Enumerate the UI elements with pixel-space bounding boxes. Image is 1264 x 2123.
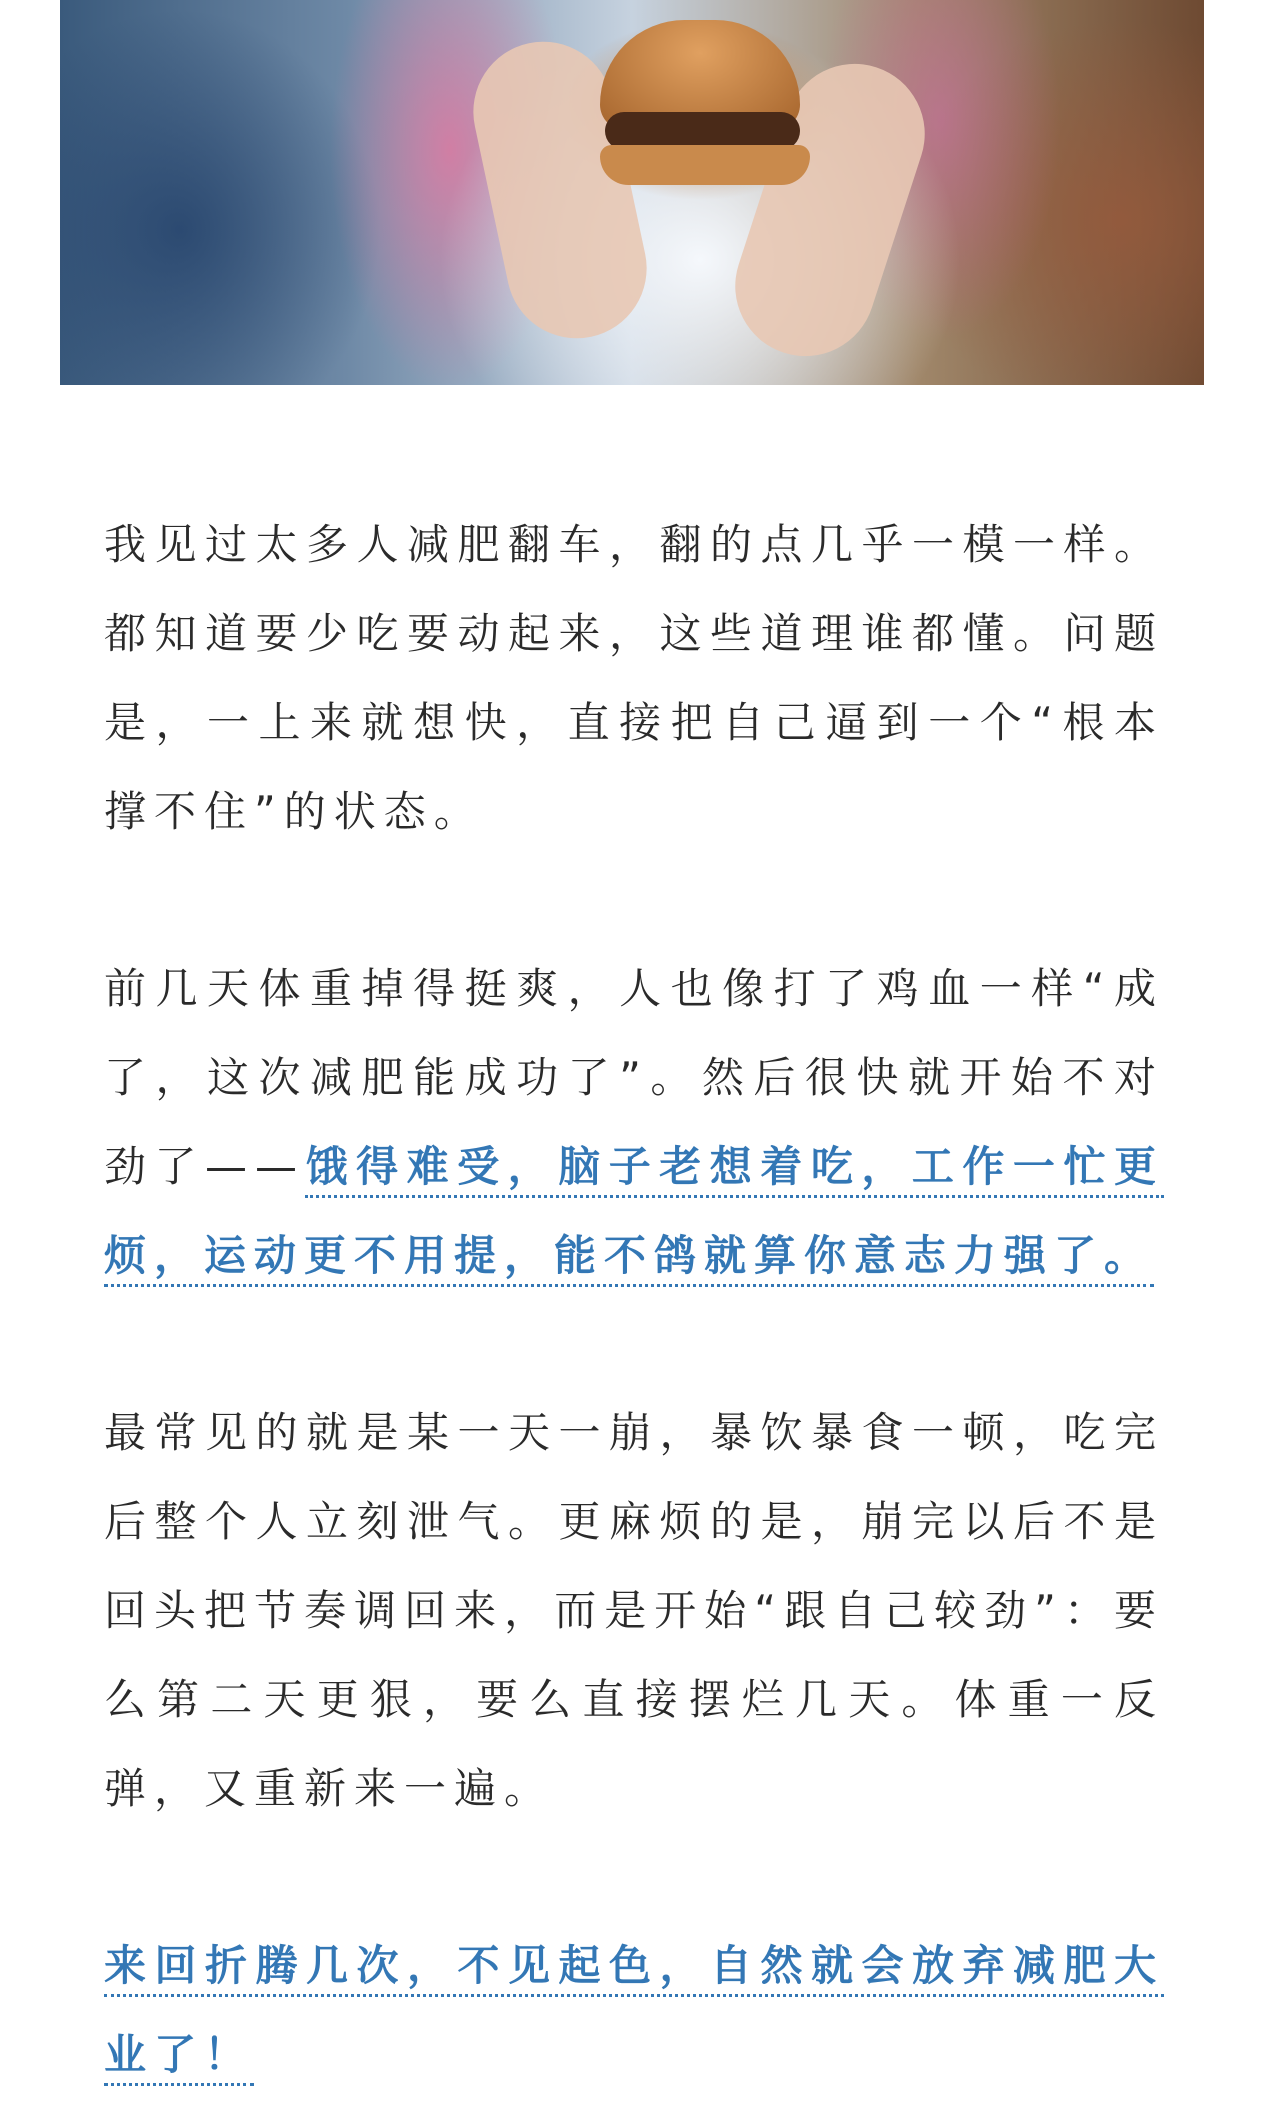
- paragraph-1: [104, 500, 1164, 856]
- article-body: [104, 500, 1164, 2099]
- paragraph-2-text: 前几天体重掉得挺爽，人也像打了鸡血一样“成了，这次减肥能成功了”。然后很快就开始不对劲了——: [104, 964, 1164, 1191]
- paragraph-4-highlight: 来回折腾几次，不见起色，自然就会放弃减肥大业了！: [104, 1941, 1164, 2086]
- paragraph-1-text: 我见过太多人减肥翻车，翻的点几乎一模一样。都知道要少吃要动起来，这些道理谁都懂。问题是，一上来就想快，直接把自己逼到一个“根本撑不住”的状态。: [104, 520, 1164, 836]
- hero-photo: [60, 0, 1204, 385]
- paragraph-3-text: 最常见的就是某一天一崩，暴饮暴食一顿，吃完后整个人立刻泄气。更麻烦的是，崩完以后不是回头把节奏调回来，而是开始“跟自己较劲”：要么第二天更狠，要么直接摆烂几天。体重一反弹，又重新来一遍。: [104, 1408, 1164, 1813]
- paragraph-2: [104, 944, 1164, 1300]
- paragraph-4: [104, 1921, 1164, 2099]
- paragraph-2-highlight: 饿得难受，脑子老想着吃，工作一忙更烦，运动更不用提，能不鸽就算你意志力强了。: [104, 1142, 1164, 1287]
- paragraph-3: [104, 1388, 1164, 1833]
- burger-bun-bottom: [600, 145, 810, 185]
